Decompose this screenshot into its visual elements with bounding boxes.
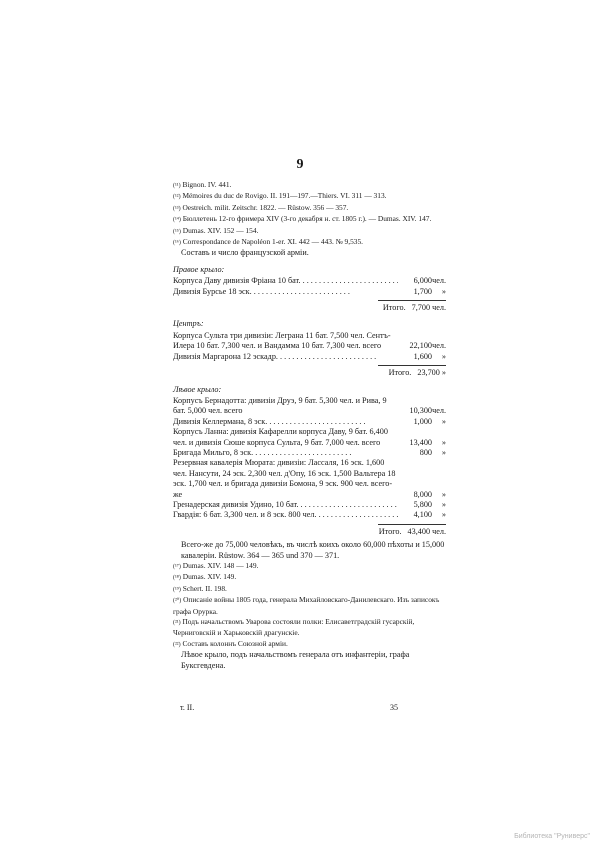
page-number: 9 xyxy=(296,157,304,172)
footnote-number: (¹¹) xyxy=(173,183,181,189)
section-heading: Центръ: xyxy=(173,319,204,329)
row-unit: » xyxy=(441,499,446,509)
footnotes-bottom xyxy=(173,561,446,650)
row-value: 1,000 xyxy=(413,416,432,426)
row-value: 5,800 xyxy=(413,499,432,509)
footnote xyxy=(173,639,446,650)
row-description: Дивизія Бурсье 18 эск. . . . xyxy=(173,287,398,297)
row-description: Гвардія: 6 бат. 3,300 чел. и 8 эск. 800 чел. . . . xyxy=(173,510,398,520)
footnote-number: (²¹) xyxy=(173,620,181,627)
row-unit: » xyxy=(441,286,446,296)
table-row xyxy=(173,331,446,352)
closing-text: Лѣвое крыло, подъ начальствомъ генерала отъ инфантеріи, графа Буксгевдена. xyxy=(181,650,410,670)
footnote-text: Mémoires du duc de Rovigo. II. 191—197.—Thiers. VI. 311 — 313. xyxy=(182,191,387,201)
row-description: Бригада Мильго, 8 эск. . . . xyxy=(173,448,398,458)
row-value: 10,300 xyxy=(409,406,432,416)
row-value: 800 xyxy=(419,447,432,457)
volume-label: т. II. xyxy=(180,703,195,712)
table-row xyxy=(173,500,446,510)
footnote-number: (¹⁹) xyxy=(173,586,181,593)
footnote xyxy=(173,180,446,191)
row-unit: чел. xyxy=(432,341,446,351)
footnote-text: Подъ начальствомъ Уварова состояли полки: Елисаветградскій гусарскій, Черниговскій и Харьковскій драгунскіе. xyxy=(173,617,415,638)
footnote-number: (¹⁴) xyxy=(173,217,181,224)
sheet-number: 35 xyxy=(390,703,398,712)
section-total xyxy=(173,368,446,378)
row-description: Корпусъ Ланна: дивизія Кафарелли корпуса Даву, 9 бат. 6,400 чел. и дивизія Сюше корпуса Сульта, 9 бат. 7,000 чел. всего xyxy=(173,427,388,447)
footnote-text: Составъ колоннъ Союзной арміи. xyxy=(182,638,288,648)
total-value: 7,700 чел. xyxy=(411,303,446,313)
row-unit: » xyxy=(441,447,446,457)
footnote-text: Correspondance de Napoléon 1-er. XI. 442 — 443. № 9,535. xyxy=(182,237,364,247)
row-description: Дивизія Келлермана, 8 эск. . . . xyxy=(173,417,398,427)
table-row xyxy=(173,417,446,427)
footnote-number: (¹⁶) xyxy=(173,240,181,247)
row-value: 1,700 xyxy=(413,286,432,296)
row-description: Резервная кавалерія Мюрата: дивизіи: Лассаля, 16 эск. 1,600 чел. Нансути, 24 эск. 2,300 чел. д'Опу, 16 эск. 1,500 Вальтера 18 эск. 1,700 чел. и бригада дивизіи Бомона, 9 эск. 900 чел. всего-же xyxy=(173,458,396,499)
footnote-number: (²²) xyxy=(173,641,181,648)
total-rule xyxy=(378,365,446,366)
total-value: 23,700 » xyxy=(417,368,446,378)
table-row xyxy=(173,276,446,286)
footnote xyxy=(173,595,446,617)
row-description: Корпуса Сульта три дивизіи: Леграна 11 бат. 7,500 чел. Сентъ-Илера 10 бат. 7,300 чел. и Вандамма 10 бат. 7,300 чел. всего xyxy=(173,330,391,351)
footnote xyxy=(173,584,446,595)
footnote-text: Описаніе войны 1805 года, генерала Михайловскаго-Данилевскаго. Изъ записокъ графа Орурка. xyxy=(173,595,440,616)
table-row xyxy=(173,287,446,297)
row-unit: » xyxy=(441,351,446,361)
row-description: Корпуса Даву дивизія Фріана 10 бат. . . . xyxy=(173,276,398,286)
footnote-number: (¹⁵) xyxy=(173,228,181,235)
footnote-number: (¹²) xyxy=(173,194,181,201)
section-heading: Правое крыло: xyxy=(173,264,225,274)
row-value: 8,000 xyxy=(413,489,432,499)
footnote xyxy=(173,191,446,202)
library-watermark: Библиотека "Руниверс" xyxy=(514,833,590,840)
footnote-number: (¹³) xyxy=(173,205,181,212)
row-unit: чел. xyxy=(432,406,446,416)
footnote-text: Schert. II. 198. xyxy=(182,583,227,593)
row-unit: » xyxy=(441,437,446,447)
footnote-text: Dumas. XIV. 152 — 154. xyxy=(182,225,259,235)
row-unit: чел. xyxy=(432,276,446,286)
table-row xyxy=(173,427,446,448)
table-row xyxy=(173,458,446,500)
row-value: 4,100 xyxy=(413,510,432,520)
footnote xyxy=(173,214,446,225)
row-description: Гренадерская дивизія Удино, 10 бат. . . . xyxy=(173,500,398,510)
total-label: Итого. xyxy=(382,303,406,313)
footnote xyxy=(173,237,446,248)
footnote xyxy=(173,203,446,214)
left-wing-section xyxy=(173,385,446,538)
section-total xyxy=(173,303,446,313)
row-value: 1,600 xyxy=(413,351,432,361)
center-section xyxy=(173,319,446,378)
table-row xyxy=(173,510,446,520)
summary-text: Всего-же до 75,000 человѣкъ, въ числѣ коихъ около 60,000 пѣхоты и 15,000 кавалеріи. Rüstow. 364 — 365 und 370 — 371. xyxy=(181,540,445,560)
row-value: 22,100 xyxy=(409,341,432,351)
footnote-text: Бюллетень 12-го фримера XIV (3-го декабря н. ст. 1805 г.). — Dumas. XIV. 147. xyxy=(182,214,432,224)
total-label: Итого. xyxy=(378,526,402,536)
footnote xyxy=(173,561,446,572)
section-heading: Лѣвое крыло: xyxy=(173,384,222,394)
total-value: 43,400 чел. xyxy=(407,526,446,536)
row-description: Корпусъ Бернадотта: дивизіи Друэ, 9 бат. 5,300 чел. и Рива, 9 бат. 5,000 чел. всего xyxy=(173,395,387,416)
footnote-text: Oestreich. milit. Zeitschr. 1822. — Rüstow. 356 — 357. xyxy=(182,202,349,212)
footnote-text: Dumas. XIV. 148 — 149. xyxy=(182,561,259,570)
row-unit: » xyxy=(441,416,446,426)
row-description: Дивизія Маргарона 12 эскадр. . . . xyxy=(173,352,398,362)
total-label: Итого. xyxy=(388,368,412,378)
footnote xyxy=(173,572,446,583)
footnote-number: (²⁰) xyxy=(173,598,182,605)
table-row xyxy=(173,352,446,362)
footnote-number: (¹⁷) xyxy=(173,564,181,570)
row-unit: » xyxy=(441,489,446,499)
total-rule xyxy=(378,524,446,525)
footnote-text: Bignon. IV. 441. xyxy=(182,180,232,189)
right-wing-section xyxy=(173,265,446,314)
table-row xyxy=(173,448,446,458)
intro-text: Составъ и число французской арміи. xyxy=(181,248,309,258)
table-row xyxy=(173,396,446,417)
section-total xyxy=(173,527,446,537)
footnote xyxy=(173,226,446,237)
row-value: 6,000 xyxy=(413,276,432,286)
row-value: 13,400 xyxy=(409,437,432,447)
footnote xyxy=(173,617,446,639)
footnote-number: (¹⁸) xyxy=(173,575,181,582)
footnote-text: Dumas. XIV. 149. xyxy=(182,572,237,582)
row-unit: » xyxy=(441,510,446,520)
total-rule xyxy=(378,300,446,301)
footnotes-top xyxy=(173,180,446,248)
page-content xyxy=(173,180,446,671)
